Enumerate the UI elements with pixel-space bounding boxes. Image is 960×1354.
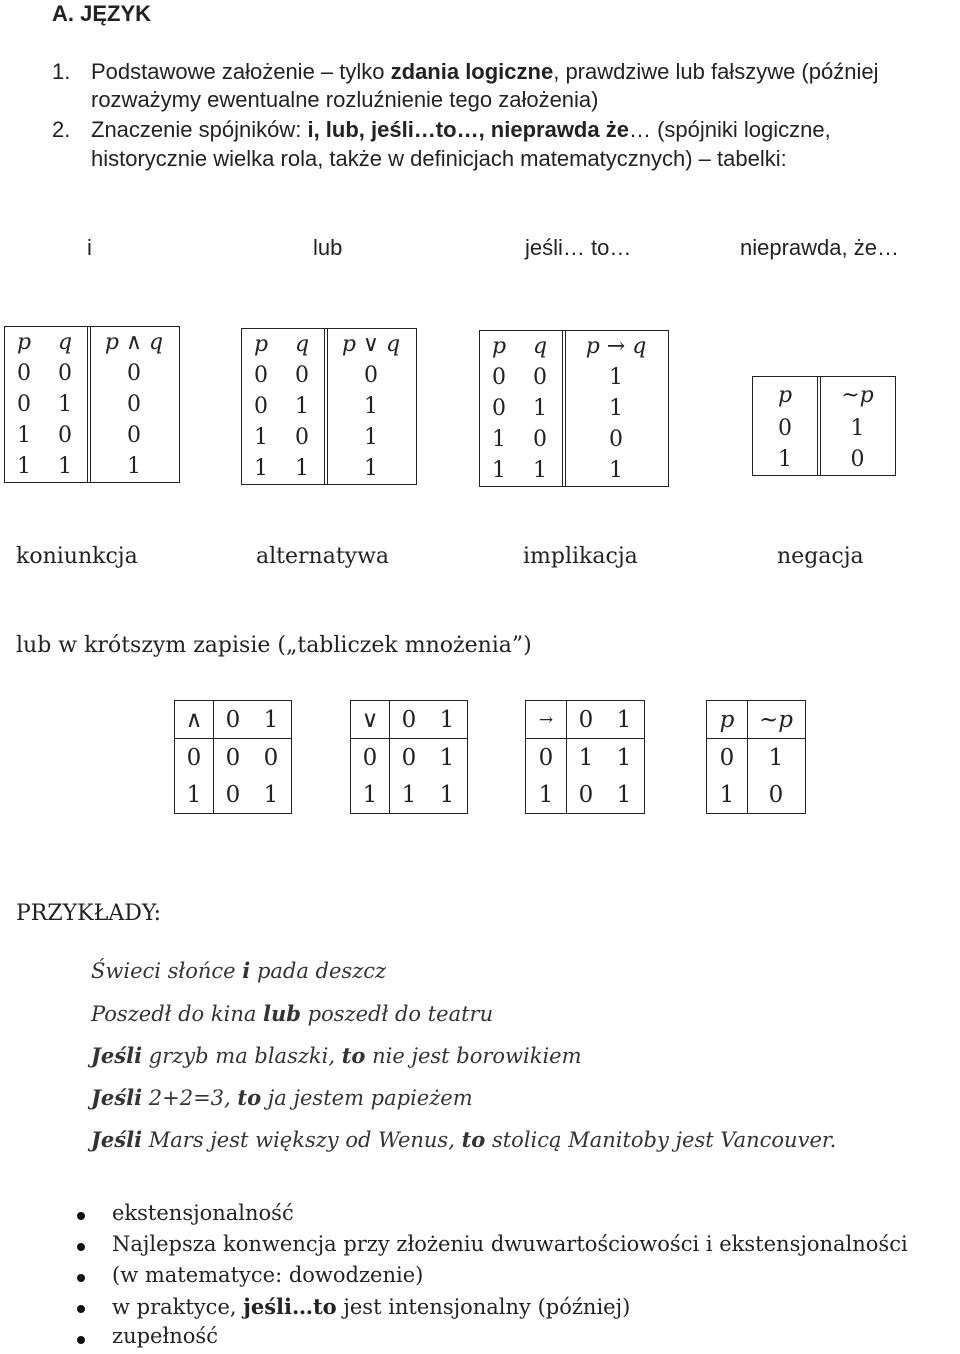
example-4: Jeśli 2+2=3, to ja jestem papieżem (91, 1085, 473, 1110)
compact-table-and (174, 700, 292, 814)
cell: 0 (87, 358, 177, 389)
label-alternative: alternatywa (256, 544, 390, 569)
cell: 0 (213, 776, 252, 813)
col-header: 1 (616, 706, 632, 733)
bullet-icon (77, 1305, 85, 1313)
cell: 1 (747, 739, 804, 776)
cell: 0 (254, 394, 268, 419)
cell: 1 (439, 781, 455, 808)
header-not-p: ~p (817, 377, 894, 413)
col-header: 1 (263, 706, 279, 733)
cell: 1 (324, 391, 414, 422)
cell: 1 (295, 394, 309, 419)
col-header: 0 (389, 701, 428, 738)
connective-and: i (87, 235, 92, 260)
header-p: p (491, 334, 507, 359)
cell: 0 (389, 739, 428, 776)
corner-p: p (719, 706, 735, 733)
truth-table-negation (752, 376, 896, 476)
cell: 1 (562, 393, 666, 424)
cell: 1 (87, 451, 177, 482)
item-1-text-line2: rozważymy ewentualne rozluźnienie tego założenia) (91, 87, 599, 112)
row-header: 0 (186, 744, 202, 771)
bullet-3: (w matematyce: dowodzenie) (112, 1263, 424, 1287)
cell: 0 (213, 739, 252, 776)
cell: 1 (58, 454, 72, 479)
bullet-icon (77, 1243, 85, 1251)
connective-or: lub (313, 235, 343, 260)
row-header: 1 (362, 781, 378, 808)
item-2-number: 2. (52, 117, 71, 142)
label-negation: negacja (777, 544, 864, 569)
cell: 0 (263, 744, 279, 771)
corner-and: ∧ (185, 706, 203, 733)
cell: 0 (58, 361, 72, 386)
header-q: q (532, 334, 548, 359)
cell: 1 (17, 423, 31, 448)
cell: 0 (87, 389, 177, 420)
row-header: 0 (362, 744, 378, 771)
bullet-4: w praktyce, jeśli…to jest intensjonalny (później) (112, 1294, 631, 1319)
cell: 0 (17, 361, 31, 386)
bullet-5: zupełność (112, 1324, 218, 1348)
truth-table-alternative (241, 328, 417, 485)
row-header: 1 (538, 781, 554, 808)
truth-table-implication (479, 330, 669, 487)
header-p: p (253, 332, 269, 357)
short-form-label: lub w krótszym zapisie („tabliczek mnożenia”) (16, 633, 532, 658)
bullet-icon (77, 1212, 85, 1220)
connective-if-then: jeśli… to… (525, 235, 632, 260)
corner-or: ∨ (361, 706, 379, 733)
cell: 0 (87, 420, 177, 451)
header-result: p ∧ q (87, 327, 177, 358)
cell: 1 (17, 454, 31, 479)
cell: 0 (58, 423, 72, 448)
bullet-icon (77, 1336, 85, 1344)
label-conjunction: koniunkcja (16, 544, 138, 569)
bullet-2: Najlepsza konwencja przy złożeniu dwuwartościowości i ekstensjonalności (112, 1232, 908, 1256)
cell: 1 (817, 413, 894, 444)
col-header: ~p (747, 701, 804, 738)
row-header: 0 (719, 744, 735, 771)
cell: 1 (778, 447, 792, 472)
compact-table-negation (706, 700, 806, 814)
example-3: Jeśli grzyb ma blaszki, to nie jest borowikiem (91, 1043, 582, 1068)
example-1: Świeci słońce i pada deszcz (91, 958, 387, 983)
truth-table-conjunction (4, 326, 180, 483)
cell: 1 (492, 458, 506, 483)
header-p: p (777, 382, 793, 408)
item-2-text-line2: historycznie wielka rola, także w definicjach matematycznych) – tabelki: (91, 146, 787, 171)
cell: 0 (295, 425, 309, 450)
cell: 0 (533, 365, 547, 390)
row-header: 0 (538, 744, 554, 771)
item-2-text: Znaczenie spójników: i, lub, jeśli…to…, nieprawda że… (spójniki logiczne, (91, 117, 831, 142)
col-header: 1 (439, 706, 455, 733)
bullet-icon (77, 1274, 85, 1282)
cell: 0 (254, 363, 268, 388)
header-result: p → q (562, 331, 666, 362)
examples-title: PRZYKŁADY: (16, 901, 162, 926)
col-header: 0 (213, 701, 252, 738)
connective-not: nieprawda, że… (740, 235, 899, 260)
header-result: p ∨ q (324, 329, 414, 360)
cell: 0 (492, 365, 506, 390)
compact-table-implication (525, 700, 645, 814)
bullet-1: ekstensjonalność (112, 1201, 294, 1225)
cell: 1 (254, 425, 268, 450)
col-header: 0 (566, 701, 605, 738)
cell: 1 (562, 362, 666, 393)
cell: 0 (492, 396, 506, 421)
cell: 1 (562, 455, 666, 486)
section-title: A. JĘZYK (52, 1, 152, 26)
item-1-text: Podstawowe założenie – tylko zdania logiczne, prawdziwe lub fałszywe (później (91, 59, 879, 84)
cell: 0 (562, 424, 666, 455)
row-header: 1 (719, 781, 735, 808)
header-p: p (16, 330, 32, 355)
cell: 1 (263, 781, 279, 808)
cell: 1 (616, 781, 632, 808)
item-1-number: 1. (52, 59, 71, 84)
cell: 0 (533, 427, 547, 452)
cell: 0 (566, 776, 605, 813)
cell: 1 (566, 739, 605, 776)
cell: 1 (533, 396, 547, 421)
cell: 1 (439, 744, 455, 771)
cell: 1 (492, 427, 506, 452)
cell: 1 (254, 456, 268, 481)
label-implication: implikacja (523, 544, 638, 569)
cell: 1 (295, 456, 309, 481)
example-2: Poszedł do kina lub poszedł do teatru (91, 1001, 494, 1026)
cell: 0 (295, 363, 309, 388)
cell: 1 (58, 392, 72, 417)
cell: 0 (324, 360, 414, 391)
cell: 1 (324, 422, 414, 453)
header-q: q (294, 332, 310, 357)
cell: 1 (616, 744, 632, 771)
cell: 1 (324, 453, 414, 484)
compact-table-or (350, 700, 468, 814)
corner-arrow: → (538, 709, 554, 730)
cell: 1 (389, 776, 428, 813)
cell: 1 (533, 458, 547, 483)
header-q: q (57, 330, 73, 355)
cell: 0 (17, 392, 31, 417)
row-header: 1 (186, 781, 202, 808)
cell: 0 (817, 444, 894, 475)
cell: 0 (778, 416, 792, 441)
example-5: Jeśli Mars jest większy od Wenus, to stolicą Manitoby jest Vancouver. (91, 1127, 837, 1152)
cell: 0 (747, 776, 804, 813)
